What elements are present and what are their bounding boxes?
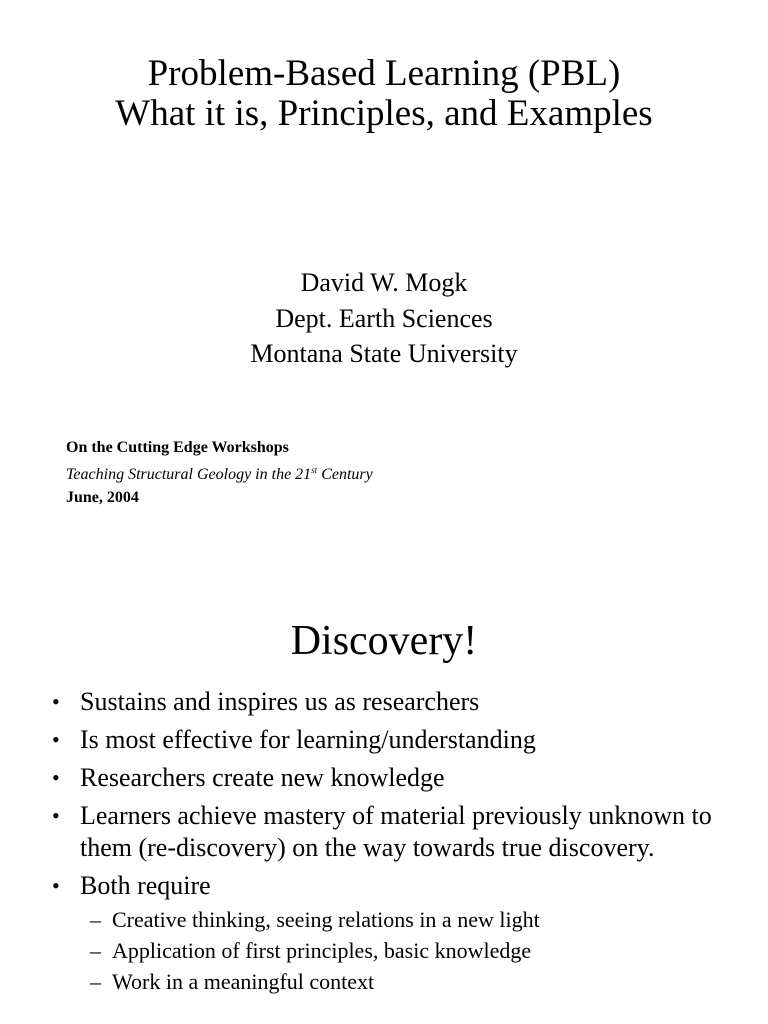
bullet-icon: • xyxy=(52,689,60,714)
bullet-item xyxy=(52,686,742,718)
bullet-item xyxy=(52,762,742,794)
author-name: David W. Mogk xyxy=(300,268,468,297)
bullet-item xyxy=(52,870,742,997)
bullet-text: Learners achieve mastery of material previously unknown to them (re-discovery) on the way towards true discovery. xyxy=(80,801,712,862)
author-university: Montana State University xyxy=(250,339,518,368)
sub-bullet-text: Creative thinking, seeing relations in a new light xyxy=(112,907,540,932)
title-line-1: Problem-Based Learning (PBL) xyxy=(147,53,621,94)
bullet-item xyxy=(52,724,742,756)
sub-bullet-text: Work in a meaningful context xyxy=(112,969,375,994)
bullet-icon: • xyxy=(52,803,60,828)
event-subtitle-sup: st xyxy=(311,465,318,475)
slide-title: Discovery! xyxy=(290,618,478,664)
bullet-icon: • xyxy=(52,727,60,752)
discovery-slide xyxy=(0,576,768,1024)
sub-bullet-list xyxy=(90,904,742,997)
event-subtitle-end: Century xyxy=(317,466,373,483)
dash-icon: – xyxy=(90,907,101,932)
event-subtitle xyxy=(66,459,373,486)
bullet-text: Sustains and inspires us as researchers xyxy=(80,687,480,716)
event-name: On the Cutting Edge Workshops xyxy=(66,439,289,456)
title-line-2: What it is, Principles, and Examples xyxy=(115,93,653,134)
event-subtitle-text: Teaching Structural Geology in the 21 xyxy=(66,466,312,483)
event-date: June, 2004 xyxy=(66,489,139,506)
author-department: Dept. Earth Sciences xyxy=(275,303,493,333)
sub-bullet-text: Application of first principles, basic knowledge xyxy=(112,938,532,963)
sub-bullet-item xyxy=(90,935,742,966)
author-block xyxy=(0,265,768,372)
bullet-text: Is most effective for learning/understanding xyxy=(80,725,536,754)
bullet-icon: • xyxy=(52,873,60,898)
event-info xyxy=(66,436,373,509)
bullet-icon: • xyxy=(52,765,60,790)
sub-bullet-item xyxy=(90,966,742,997)
bullet-item xyxy=(52,800,742,864)
bullet-list xyxy=(52,686,742,1003)
sub-bullet-item xyxy=(90,904,742,935)
bullet-text: Both require xyxy=(80,871,211,900)
bullet-text: Researchers create new knowledge xyxy=(80,763,445,792)
dash-icon: – xyxy=(90,938,101,963)
slide-title xyxy=(0,54,768,134)
dash-icon: – xyxy=(90,969,101,994)
